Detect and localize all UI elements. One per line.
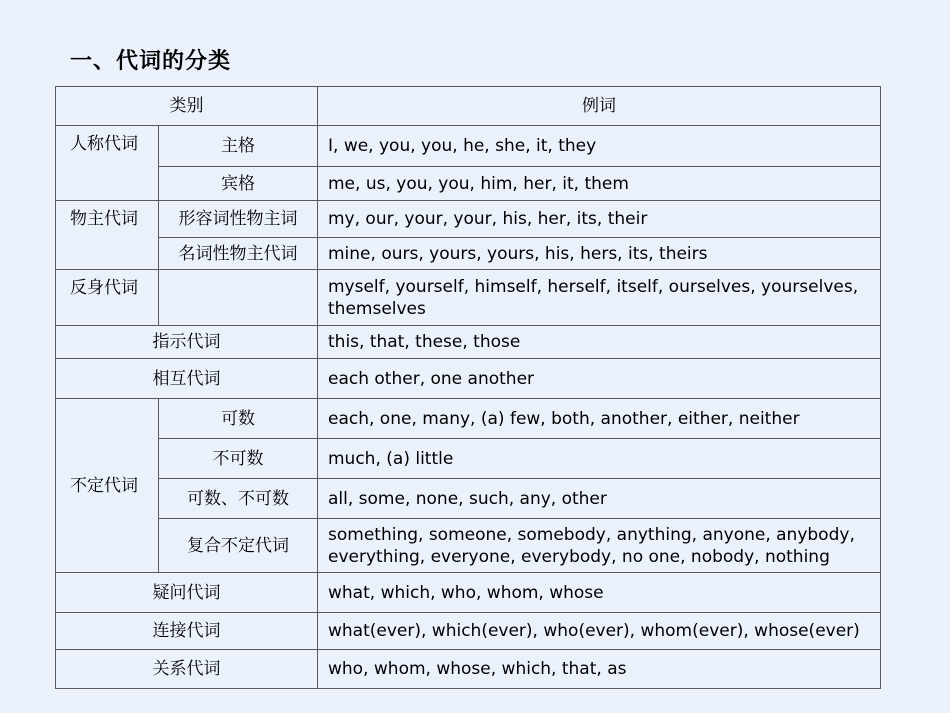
table-row (56, 270, 881, 326)
subcategory-nominal-possessive: 名词性物主代词 (159, 238, 318, 270)
category-possessive: 物主代词 (56, 201, 159, 270)
examples-compound-line2: everything, everyone, everybody, no one, nobody, nothing (328, 546, 830, 567)
category-interrogative: 疑问代词 (56, 573, 318, 613)
table-row (56, 399, 881, 439)
category-conjunctive: 连接代词 (56, 613, 318, 650)
subcategory-adjectival-possessive: 形容词性物主词 (159, 201, 318, 238)
examples-countable: each, one, many, (a) few, both, another, either, neither (318, 399, 881, 439)
category-personal: 人称代词 (56, 126, 159, 201)
pronoun-classification-table (55, 86, 881, 689)
examples-demonstrative: this, that, these, those (318, 326, 881, 359)
table-row (56, 573, 881, 613)
examples-interrogative: what, which, who, whom, whose (318, 573, 881, 613)
examples-conjunctive: what(ever), which(ever), who(ever), whom(ever), whose(ever) (318, 613, 881, 650)
examples-subjective: I, we, you, you, he, she, it, they (318, 126, 881, 167)
empty-cell (159, 270, 318, 326)
table-row (56, 439, 881, 479)
table-row (56, 238, 881, 270)
table-row (56, 126, 881, 167)
subcategory-objective: 宾格 (159, 167, 318, 201)
table-row (56, 201, 881, 238)
examples-reflexive-line1: myself, yourself, himself, herself, itself, ourselves, yourselves, (328, 276, 859, 297)
header-examples: 例词 (318, 87, 881, 126)
category-relative: 关系代词 (56, 650, 318, 689)
examples-adjectival-possessive: my, our, your, your, his, her, its, their (318, 201, 881, 238)
examples-objective: me, us, you, you, him, her, it, them (318, 167, 881, 201)
examples-countable-uncountable: all, some, none, such, any, other (318, 479, 881, 519)
examples-reflexive-line2: themselves (328, 298, 426, 319)
table-row (56, 650, 881, 689)
category-demonstrative: 指示代词 (56, 326, 318, 359)
examples-reflexive (318, 270, 881, 326)
category-reflexive: 反身代词 (56, 270, 159, 326)
examples-nominal-possessive: mine, ours, yours, yours, his, hers, its, theirs (318, 238, 881, 270)
examples-compound-line1: something, someone, somebody, anything, anyone, anybody, (328, 524, 855, 545)
subcategory-compound-indefinite: 复合不定代词 (159, 519, 318, 573)
examples-uncountable: much, (a) little (318, 439, 881, 479)
table-header-row (56, 87, 881, 126)
table-row (56, 613, 881, 650)
table-row (56, 479, 881, 519)
category-reciprocal: 相互代词 (56, 359, 318, 399)
subcategory-uncountable: 不可数 (159, 439, 318, 479)
table-row (56, 167, 881, 201)
examples-reciprocal: each other, one another (318, 359, 881, 399)
page-title: 一、代词的分类 (70, 49, 232, 74)
table-row (56, 359, 881, 399)
table-row (56, 326, 881, 359)
category-indefinite: 不定代词 (56, 399, 159, 573)
examples-compound-indefinite (318, 519, 881, 573)
subcategory-countable-uncountable: 可数、不可数 (159, 479, 318, 519)
subcategory-subjective: 主格 (159, 126, 318, 167)
examples-relative: who, whom, whose, which, that, as (318, 650, 881, 689)
header-category: 类别 (56, 87, 318, 126)
subcategory-countable: 可数 (159, 399, 318, 439)
table-row (56, 519, 881, 573)
